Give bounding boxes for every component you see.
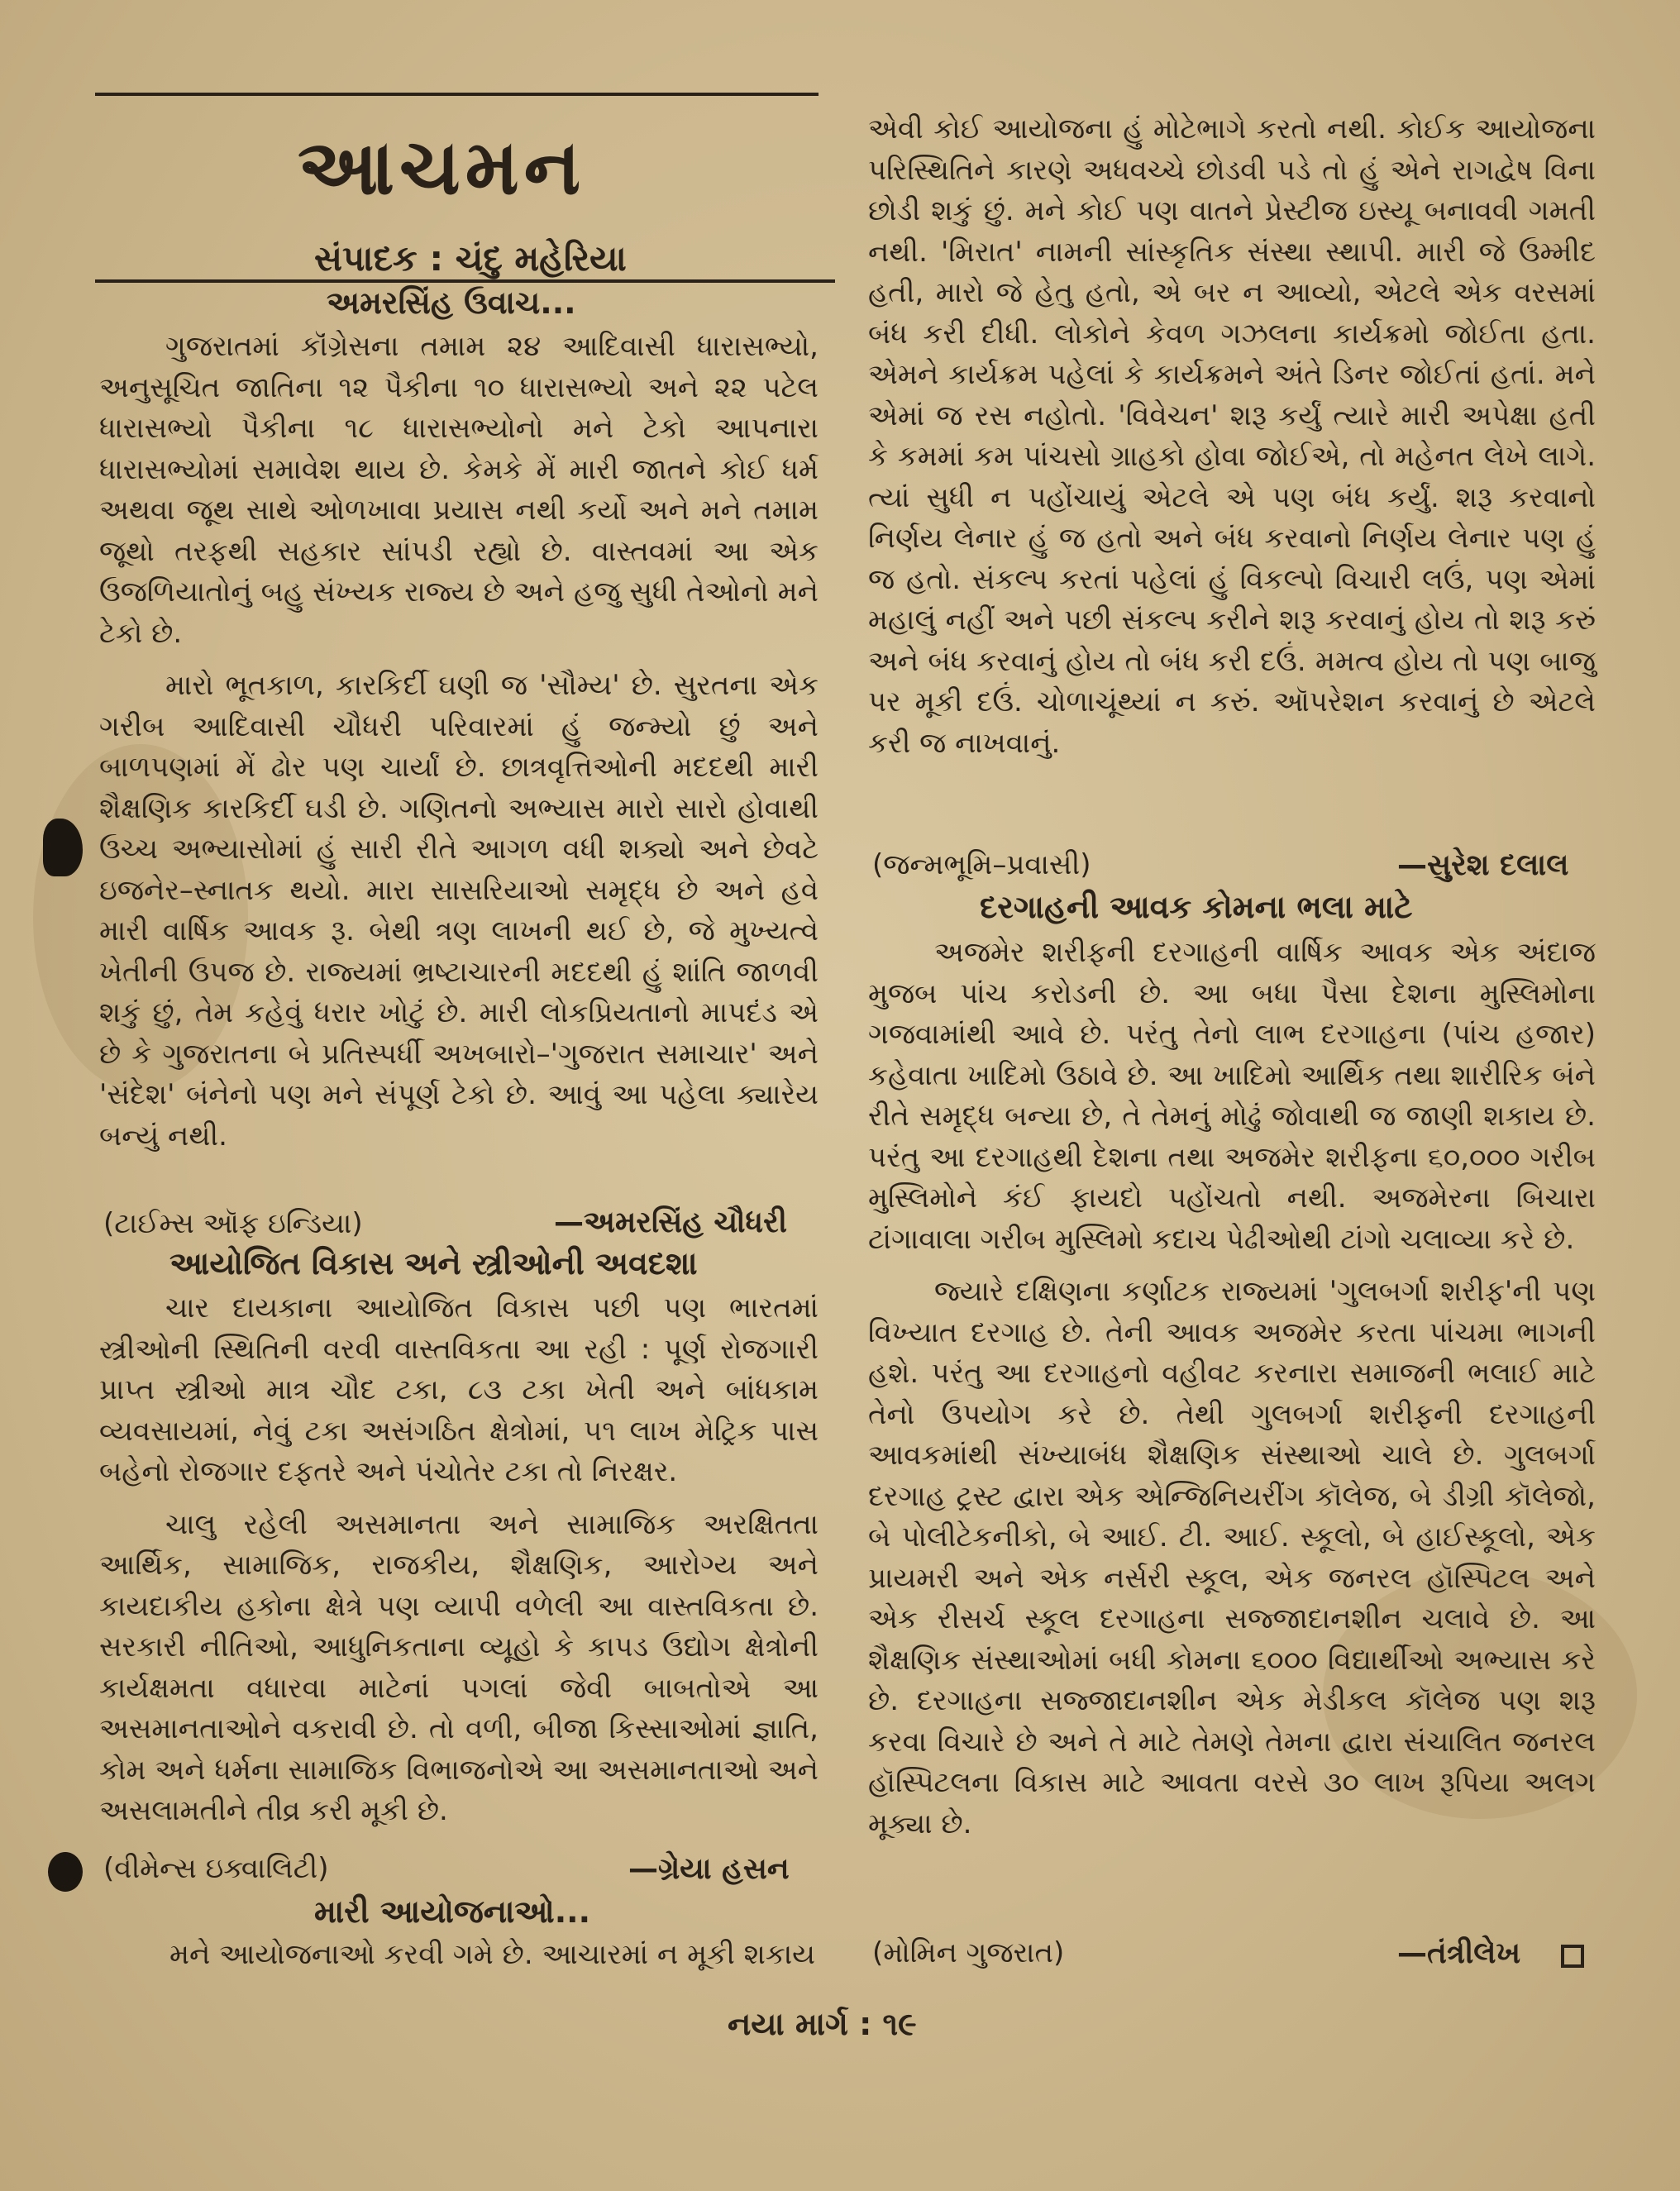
article-source: (મોમિન ગુજરાત) xyxy=(872,1936,1065,1969)
section-title: આચમન xyxy=(298,122,586,212)
paragraph: ચાલુ રહેલી અસમાનતા અને સામાજિક અરક્ષિતતા આર્થિક, સામાજિક, રાજકીય, શૈક્ષણિક, આરોગ્ય અને કાયદાકીય હકોના ક્ષેત્રે પણ વ્યાપી વળેલી આ વાસ્તવિકતા છે. સરકારી નીતિઓ, આધુનિકતાના વ્યૂહો કે કાપડ ઉદ્યોગ ક્ષેત્રોની કાર્યક્ષમતા વધારવા માટેનાં પગલાં જેવી બાબતોએ આ અસમાનતાઓને વકરાવી છે. તો વળી, બીજા કિસ્સાઓમાં જ્ઞાતિ, કોમ અને ધર્મના સામાજિક વિભાજનોએ આ અસમાનતાઓ અને અસલામતીને તીવ્ર કરી મૂકી છે. xyxy=(99,1507,819,1827)
article-author: —સુરેશ દલાલ xyxy=(1397,848,1569,882)
article-body-continued xyxy=(868,109,1596,843)
paragraph: મારો ભૂતકાળ, કારકિર્દી ઘણી જ 'સૌમ્ય' છે. સુરતના એક ગરીબ આદિવાસી ચૌધરી પરિવારમાં હું જન્મ્યો છું અને બાળપણમાં મેં ઢોર પણ ચાર્યાં છે. છાત્રવૃત્તિઓની મદદથી મારી શૈક્ષણિક કારકિર્દી ઘડી છે. ગણિતનો અભ્યાસ મારો સારો હોવાથી ઉચ્ચ અભ્યાસોમાં હું સારી રીતે આગળ વધી શક્યો અને છેવટે ઇજનેર–સ્નાતક થયો. મારા સાસરિયાઓ સમૃદ્ધ છે અને હવે મારી વાર્ષિક આવક રૂ. બેથી ત્રણ લાખની થઈ છે, જે મુખ્યત્વે ખેતીની ઉપજ છે. રાજ્યમાં ભ્રષ્ટાચારની મદદથી હું શાંતિ જાળવી શકું છું, તેમ કહેવું ધરાર ખોટું છે. મારી લોકપ્રિયતાનો માપદંડ એ છે કે ગુજરાતના બે પ્રતિસ્પર્ધી અખબારો–'ગુજરાત સમાચાર' અને 'સંદેશ' બંનેનો પણ મને સંપૂર્ણ ટેકો છે. આવું આ પહેલા ક્યારેય બન્યું નથી. xyxy=(99,669,819,1153)
article-source: (ટાઈમ્સ ઑફ ઇન્ડિયા) xyxy=(103,1207,363,1240)
page-footer: નયા માર્ગ : ૧૯ xyxy=(728,2006,917,2042)
paragraph: જ્યારે દક્ષિણના કર્ણાટક રાજ્યમાં 'ગુલબર્ગા શરીફ'ની પણ વિખ્યાત દરગાહ છે. તેની આવક અજમેર કરતા પાંચમા ભાગની હશે. પરંતુ આ દરગાહનો વહીવટ કરનારા સમાજની ભલાઈ માટે તેનો ઉપયોગ કરે છે. તેથી ગુલબર્ગા શરીફની દરગાહની આવકમાંથી સંખ્યાબંધ શૈક્ષણિક સંસ્થાઓ ચાલે છે. ગુલબર્ગા દરગાહ ટ્રસ્ટ દ્વારા એક એન્જિનિયરીંગ કૉલેજ, બે ડીગ્રી કૉલેજો, બે પોલીટેકનીકો, બે આઈ. ટી. આઈ. સ્કૂલો, બે હાઈસ્કૂલો, એક પ્રાયમરી અને એક નર્સરી સ્કૂલ, એક જનરલ હૉસ્પિટલ અને એક રીસર્ચ સ્કૂલ દરગાહના સજ્જાદાનશીન ચલાવે છે. આ શૈક્ષણિક સંસ્થાઓમાં બધી કોમના ૬૦૦૦ વિદ્યાર્થીઓ અભ્યાસ કરે છે. દરગાહના સજ્જાદાનશીન એક મેડીકલ કૉલેજ પણ શરૂ કરવા વિચારે છે અને તે માટે તેમણે તેમના દ્વારા સંચાલિત જનરલ હૉસ્પિટલના વિકાસ માટે આવતા વરસે ૩૦ લાખ રૂપિયા અલગ મૂક્યા છે. xyxy=(868,1275,1596,1840)
article-body xyxy=(169,1935,823,1976)
article-heading: મારી આયોજનાઓ... xyxy=(314,1893,591,1930)
article-heading: અમરસિંહ ઉવાચ... xyxy=(327,284,576,321)
article-heading: આયોજિત વિકાસ અને સ્ત્રીઓની અવદશા xyxy=(169,1245,698,1282)
article-body xyxy=(99,1288,819,1867)
paragraph: મને આયોજનાઓ કરવી ગમે છે. આચારમાં ન મૂકી શકાય xyxy=(169,1938,816,1971)
editor-credit: સંપાદક : ચંદુ મહેરિયા xyxy=(314,238,627,279)
article-source: (વીમેન્સ ઇક્વાલિટી) xyxy=(103,1852,329,1885)
article-author: —ગ્રેયા હસન xyxy=(628,1852,790,1886)
end-mark-square-icon xyxy=(1561,1945,1584,1968)
paragraph: એવી કોઈ આયોજના હું મોટેભાગે કરતો નથી. કોઈક આયોજના પરિસ્થિતિને કારણે અધવચ્ચે છોડવી પડે તો હું એને રાગદ્વેષ વિના છોડી શકું છું. મને કોઈ પણ વાતને પ્રેસ્ટીજ ઇસ્યૂ બનાવવી ગમતી નથી. 'મિરાત' નામની સાંસ્કૃતિક સંસ્થા સ્થાપી. મારી જે ઉમ્મીદ હતી, મારો જે હેતુ હતો, એ બર ન આવ્યો, એટલે એક વરસમાં બંધ કરી દીધી. લોકોને કેવળ ગઝલના કાર્યક્રમો જોઈતા હતા. એમને કાર્યક્રમ પહેલાં કે કાર્યક્રમને અંતે ડિનર જોઈતાં હતાં. મને એમાં જ રસ નહોતો. 'વિવેચન' શરૂ કર્યું ત્યારે મારી અપેક્ષા હતી કે કમમાં કમ પાંચસો ગ્રાહકો હોવા જોઈએ, તો મહેનત લેખે લાગે. ત્યાં સુધી ન પહોંચાયું એટલે એ પણ બંધ કર્યું. શરૂ કરવાનો નિર્ણય લેનાર હું જ હતો અને બંધ કરવાનો નિર્ણય લેનાર પણ હું જ હતો. સંકલ્પ કરતાં પહેલાં હું વિકલ્પો વિચારી લઉં, પણ એમાં મહાલું નહીં અને પછી સંકલ્પ કરીને શરૂ કરવાનું હોય તો શરૂ કરું અને બંધ કરવાનું હોય તો બંધ કરી દઉં. મમત્વ હોય તો પણ બાજુ પર મૂકી દઉં. ચોળાચૂંથ્યાં ન કરું. ઑપરેશન કરવાનું છે એટલે કરી જ નાખવાનું. xyxy=(868,112,1596,760)
header-rule xyxy=(95,279,835,283)
top-rule xyxy=(95,93,819,96)
torn-hole xyxy=(48,1852,83,1892)
paragraph: ચાર દાયકાના આયોજિત વિકાસ પછી પણ ભારતમાં સ્ત્રીઓની સ્થિતિની વરવી વાસ્તવિકતા આ રહી : પૂર્ણ રોજગારી પ્રાપ્ત સ્ત્રીઓ માત્ર ચૌદ ટકા, ૮૩ ટકા ખેતી અને બાંધકામ વ્યવસાયમાં, નેવું ટકા અસંગઠિત ક્ષેત્રોમાં, ૫૧ લાખ મેટ્રિક પાસ બહેનો રોજગાર દફતરે અને પંચોતેર ટકા તો નિરક્ષર. xyxy=(99,1291,819,1488)
paragraph: અજમેર શરીફની દરગાહની વાર્ષિક આવક એક અંદાજ મુજબ પાંચ કરોડની છે. આ બધા પૈસા દેશના મુસ્લિમોના ગજવામાંથી આવે છે. પરંતુ તેનો લાભ દરગાહના (પાંચ હજાર) કહેવાતા ખાદિમો ઉઠાવે છે. આ ખાદિમો આર્થિક તથા શારીરિક બંને રીતે સમૃદ્ધ બન્યા છે, તે તેમનું મોઢું જોવાથી જ જાણી શકાય છે. પરંતુ આ દરગાહથી દેશના તથા અજમેર શરીફના ૬૦,૦૦૦ ગરીબ મુસ્લિમોને કંઈ ફાયદો પહોંચતો નથી. અજમેરના બિચારા ટાંગાવાલા ગરીબ મુસ્લિમો કદાચ પેઢીઓથી ટાંગો ચલાવ્યા કરે છે. xyxy=(868,936,1596,1256)
article-heading: દરગાહની આવક કોમના ભલા માટે xyxy=(980,889,1413,925)
article-body xyxy=(868,933,1596,1925)
article-author: —અમરસિંહ ચૌધરી xyxy=(554,1205,787,1239)
article-source: (જન્મભૂમિ–પ્રવાસી) xyxy=(872,848,1091,881)
article-body xyxy=(99,327,819,1153)
article-author: —તંત્રીલેખ xyxy=(1397,1936,1521,1970)
paragraph: ગુજરાતમાં કૉંગ્રેસના તમામ ૨૪ આદિવાસી ધારાસભ્યો, અનુસૂચિત જાતિના ૧૨ પૈકીના ૧૦ ધારાસભ્યો અને ૨૨ પટેલ ધારાસભ્યો પૈકીના ૧૮ ધારાસભ્યોનો મને ટેકો આપનારા ધારાસભ્યોમાં સમાવેશ થાય છે. કેમકે મેં મારી જાતને કોઈ ધર્મ અથવા જૂથ સાથે ઓળખાવા પ્રયાસ નથી કર્યો અને મને તમામ જૂથો તરફથી સહકાર સાંપડી રહ્યો છે. વાસ્તવમાં આ એક ઉજળિયાતોનું બહુ સંખ્યક રાજ્ય છે અને હજુ સુધી તેઓનો મને ટેકો છે. xyxy=(99,330,819,650)
